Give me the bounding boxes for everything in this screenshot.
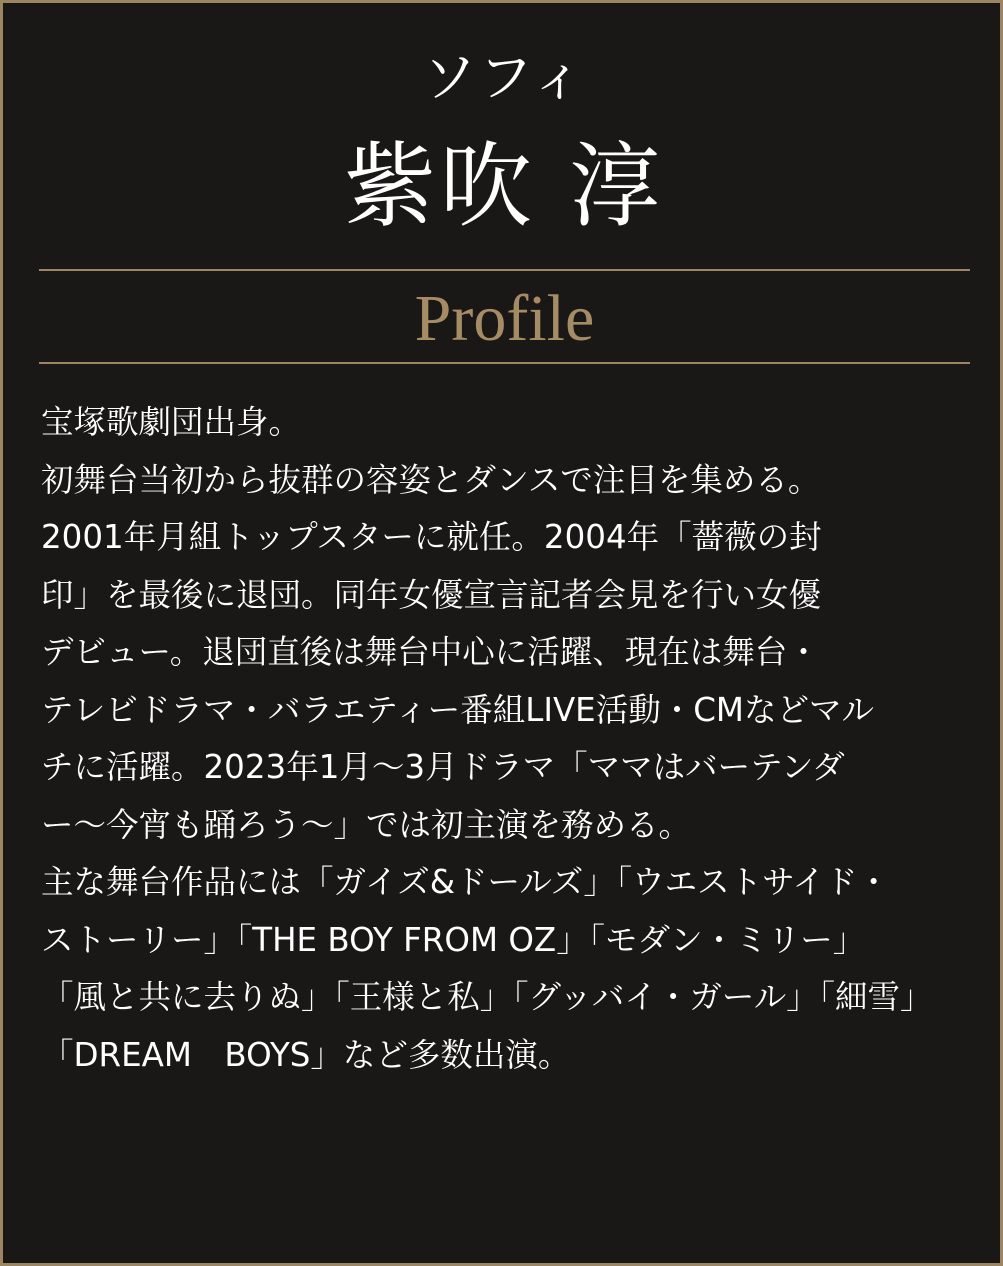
divider-top [39, 269, 970, 271]
profile-line: テレビドラマ・バラエティー番組LIVE活動・CMなどマル [41, 690, 874, 729]
divider-bottom [39, 362, 970, 364]
profile-line: 初舞台当初から抜群の容姿とダンスで注目を集める。 [41, 460, 821, 499]
profile-line: 主な舞台作品には「ガイズ&ドールズ」「ウエストサイド・ [41, 863, 890, 901]
section-title: Profile [414, 282, 595, 355]
profile-line: デビュー。退団直後は舞台中心に活躍、現在は舞台・ [41, 633, 820, 671]
profile-line: 「風と共に去りぬ」「王様と私」「グッバイ・ガール」「細雪」 [41, 978, 933, 1016]
profile-text [41, 394, 976, 1084]
profile-line: ー～今宵も踊ろう～」では初主演を務める。 [41, 805, 692, 844]
role-name: ソフィ [422, 46, 587, 109]
profile-line: チに活躍。2023年1月～3月ドラマ「ママはバーテンダ [41, 748, 845, 786]
profile-line: 「DREAM BOYS」など多数出演。 [41, 1035, 571, 1074]
profile-line: 宝塚歌劇団出身。 [41, 403, 302, 441]
profile-line: 印」を最後に退団。同年女優宣言記者会見を行い女優 [41, 575, 822, 614]
profile-line: ストーリー」「THE BOY FROM OZ」「モダン・ミリー」 [41, 920, 866, 959]
profile-line: 2001年月組トップスターに就任。2004年「薔薇の封 [41, 518, 822, 556]
performer-name: 紫吹 淳 [343, 133, 666, 240]
